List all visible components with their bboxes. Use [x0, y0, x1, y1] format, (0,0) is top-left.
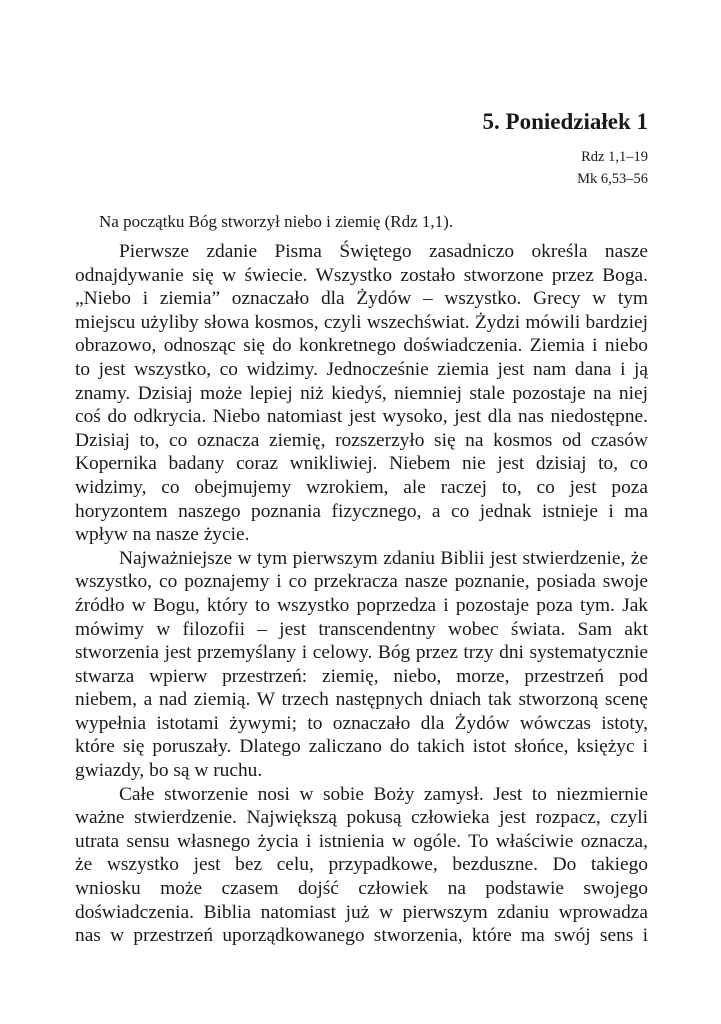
text-line: Całe stworzenie nosi w sobie Boży zamysł. Jest to niezmiernie	[119, 783, 648, 805]
text-line: stwarza wpierw przestrzeń: ziemię, niebo, morze, przestrzeń pod	[75, 665, 648, 687]
text-line: ważne stwierdzenie. Największą pokusą człowieka jest rozpacz, czyli	[75, 807, 648, 829]
text-line: utrata sensu własnego życia i istnienia w ogóle. To właściwie oznacza,	[75, 830, 648, 852]
text-line: źródło w Bogu, który to wszystko poprzedza i pozostaje poza tym. Jak	[75, 594, 648, 616]
text-line: mówimy w filozofii – jest transcendentny wobec świata. Sam akt	[75, 618, 648, 640]
text-line: Najważniejsze w tym pierwszym zdaniu Biblii jest stwierdzenie, że	[119, 547, 648, 569]
text-line: Kopernika badany coraz wnikliwiej. Niebem nie jest dzisiaj to, co	[75, 453, 648, 475]
text-line: wniosku może czasem dojść człowiek na podstawie swojego	[75, 878, 648, 900]
body-text	[75, 240, 648, 948]
text-line: odnajdywanie się w świecie. Wszystko zostało stworzone przez Boga.	[75, 264, 648, 286]
text-line: Dzisiaj to, co oznacza ziemię, rozszerzyło się na kosmos od czasów	[75, 429, 648, 451]
text-line: gwiazdy, bo są w ruchu.	[75, 760, 263, 782]
text-line: to jest wszystko, co widzimy. Jednocześnie ziemia jest nam dana i ją	[75, 358, 648, 380]
text-line: coś do odkrycia. Niebo natomiast jest wysoko, jest dla nas niedostępne.	[75, 406, 648, 428]
chapter-title: 5. Poniedziałek 1	[482, 109, 648, 134]
text-line: Pierwsze zdanie Pisma Świętego zasadniczo określa nasze	[119, 241, 648, 262]
text-line: „Niebo i ziemia” oznaczało dla Żydów – wszystko. Grecy w tym	[75, 288, 648, 310]
text-line: niebem, a nad ziemią. W trzech następnych dniach tak stworzoną scenę	[75, 689, 648, 711]
book-page	[75, 0, 648, 1024]
text-line: widzimy, co obejmujemy wzrokiem, ale raczej to, co jest poza	[75, 476, 648, 498]
text-line: znamy. Dzisiaj może lepiej niż kiedyś, niemniej stale pozostaje na niej	[75, 382, 648, 404]
text-line: doświadczenia. Biblia natomiast już w pierwszym zdaniu wprowadza	[75, 901, 648, 923]
text-line: które się poruszały. Dlatego zaliczano do takich istot słońce, księżyc i	[75, 736, 648, 758]
text-line: że wszystko jest bez celu, przypadkowe, bezduszne. Do takiego	[75, 854, 648, 876]
text-line: horyzontem naszego poznania fizycznego, a co jednak istnieje i ma	[75, 500, 648, 522]
text-line: stworzenia jest przemyślany i celowy. Bóg przez trzy dni systematycznie	[75, 642, 648, 664]
text-line: wypełnia istotami żywymi; to oznaczało dla Żydów wówczas istoty,	[75, 712, 648, 734]
text-line: nas w przestrzeń uporządkowanego stworzenia, które ma swój sens i	[75, 925, 648, 947]
text-line: miejscu użyliby słowa kosmos, czyli wszechświat. Żydzi mówili bardziej	[75, 311, 648, 333]
reference-mark: Mk 6,53–56	[577, 171, 648, 187]
scripture-references	[577, 146, 648, 190]
reference-genesis: Rdz 1,1–19	[581, 149, 648, 165]
text-line: wszystko, co poznajemy i co przekracza nasze poznanie, posiada swoje	[75, 571, 648, 593]
text-line: obrazowo, odnosząc się do konkretnego doświadczenia. Ziemia i niebo	[75, 335, 648, 357]
motto-quote: Na początku Bóg stworzył niebo i ziemię (Rdz 1,1).	[99, 212, 454, 231]
text-line: wpływ na nasze życie.	[75, 524, 250, 546]
